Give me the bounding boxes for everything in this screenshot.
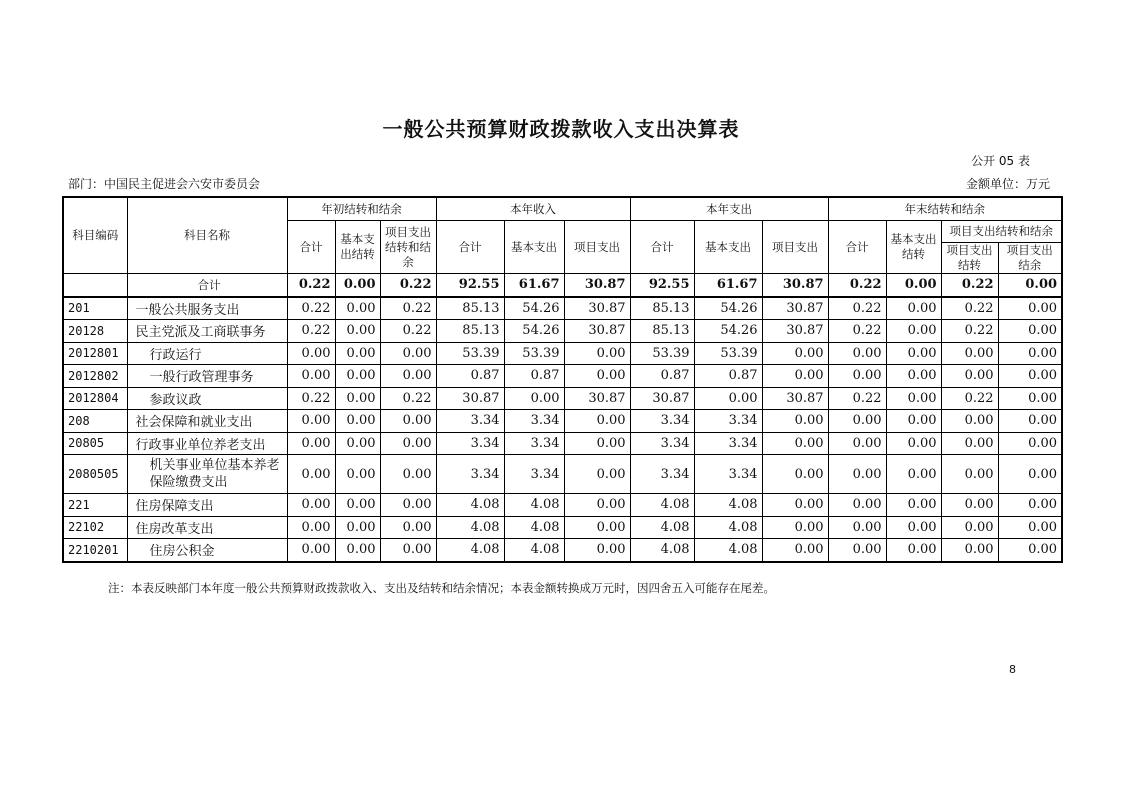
value-cell: 4.08: [630, 539, 694, 562]
table-row: [63, 342, 1062, 365]
value-cell: 0.00: [335, 410, 380, 433]
value-cell: 3.34: [436, 410, 504, 433]
value-cell: 0.00: [998, 274, 1062, 297]
value-cell: 0.00: [998, 432, 1062, 455]
value-cell: 0.22: [380, 320, 436, 343]
value-cell: 3.34: [436, 455, 504, 494]
value-cell: 0.00: [287, 539, 335, 562]
header-end-total: 合计: [828, 221, 886, 274]
table-row: [63, 297, 1062, 320]
value-cell: 0.22: [287, 320, 335, 343]
value-cell: 30.87: [762, 297, 828, 320]
value-cell: 3.34: [694, 410, 762, 433]
value-cell: 30.87: [564, 274, 630, 297]
value-cell: 54.26: [694, 297, 762, 320]
value-cell: 3.34: [504, 455, 564, 494]
value-cell: 0.00: [762, 455, 828, 494]
value-cell: 30.87: [762, 274, 828, 297]
value-cell: 0.00: [564, 410, 630, 433]
value-cell: 0.00: [886, 494, 941, 517]
value-cell: 3.34: [504, 432, 564, 455]
value-cell: 0.00: [886, 387, 941, 410]
subject-code: 20805: [63, 432, 127, 455]
value-cell: 3.34: [694, 455, 762, 494]
value-cell: 0.00: [998, 320, 1062, 343]
total-label: 合计: [127, 274, 287, 297]
value-cell: 0.00: [335, 455, 380, 494]
value-cell: 0.22: [287, 297, 335, 320]
amount-unit-label: 金额单位：万元: [965, 177, 1050, 191]
header-begin-balance: 年初结转和结余: [287, 197, 436, 221]
value-cell: 0.00: [998, 297, 1062, 320]
value-cell: 0.00: [335, 320, 380, 343]
value-cell: 0.00: [941, 494, 998, 517]
header-end-project-surplus: 项目支出结余: [998, 243, 1062, 274]
subject-name: 机关事业单位基本养老保险缴费支出: [127, 455, 287, 494]
subject-code: 221: [63, 494, 127, 517]
value-cell: 0.00: [886, 365, 941, 388]
subject-name: 一般公共服务支出: [127, 297, 287, 320]
value-cell: 0.00: [941, 516, 998, 539]
value-cell: 30.87: [762, 387, 828, 410]
value-cell: 0.87: [504, 365, 564, 388]
form-number: 公开 05 表: [971, 154, 1030, 168]
value-cell: 0.00: [287, 455, 335, 494]
value-cell: 0.00: [380, 455, 436, 494]
value-cell: 0.00: [335, 274, 380, 297]
value-cell: 0.00: [335, 539, 380, 562]
value-cell: 0.87: [630, 365, 694, 388]
table-row-total: [63, 274, 1062, 297]
value-cell: 0.00: [287, 516, 335, 539]
value-cell: 0.00: [886, 410, 941, 433]
subject-code: 208: [63, 410, 127, 433]
value-cell: 0.00: [564, 516, 630, 539]
value-cell: 0.87: [694, 365, 762, 388]
value-cell: 0.00: [998, 455, 1062, 494]
value-cell: 0.00: [998, 494, 1062, 517]
value-cell: 0.00: [287, 365, 335, 388]
subject-name: 住房公积金: [127, 539, 287, 562]
header-begin-project: 项目支出结转和结余: [380, 221, 436, 274]
header-income-basic: 基本支出: [504, 221, 564, 274]
value-cell: 0.00: [762, 410, 828, 433]
value-cell: 0.00: [335, 387, 380, 410]
value-cell: 85.13: [630, 297, 694, 320]
value-cell: 4.08: [504, 494, 564, 517]
value-cell: 61.67: [504, 274, 564, 297]
value-cell: 3.34: [630, 432, 694, 455]
value-cell: 0.22: [941, 274, 998, 297]
table-row: [63, 365, 1062, 388]
page-number: 8: [1009, 663, 1016, 676]
value-cell: 61.67: [694, 274, 762, 297]
value-cell: 4.08: [436, 539, 504, 562]
header-expense-project: 项目支出: [762, 221, 828, 274]
value-cell: 0.00: [380, 516, 436, 539]
value-cell: 0.00: [335, 494, 380, 517]
subject-code: 2080505: [63, 455, 127, 494]
value-cell: 0.00: [828, 342, 886, 365]
subject-code: 2012802: [63, 365, 127, 388]
value-cell: 0.87: [436, 365, 504, 388]
value-cell: 0.22: [941, 387, 998, 410]
value-cell: 30.87: [564, 387, 630, 410]
value-cell: 0.00: [828, 365, 886, 388]
value-cell: 0.00: [564, 455, 630, 494]
value-cell: 30.87: [762, 320, 828, 343]
value-cell: 4.08: [436, 516, 504, 539]
value-cell: 3.34: [630, 410, 694, 433]
table-row: [63, 320, 1062, 343]
value-cell: 30.87: [630, 387, 694, 410]
value-cell: 4.08: [630, 516, 694, 539]
value-cell: 3.34: [694, 432, 762, 455]
value-cell: 0.00: [886, 297, 941, 320]
value-cell: 85.13: [436, 297, 504, 320]
value-cell: 0.00: [762, 494, 828, 517]
value-cell: 3.34: [630, 455, 694, 494]
header-income-project: 项目支出: [564, 221, 630, 274]
value-cell: 0.00: [287, 432, 335, 455]
value-cell: 0.22: [828, 274, 886, 297]
value-cell: 0.00: [335, 365, 380, 388]
header-income: 本年收入: [436, 197, 630, 221]
header-begin-total: 合计: [287, 221, 335, 274]
header-expense-basic: 基本支出: [694, 221, 762, 274]
subject-name: 住房保障支出: [127, 494, 287, 517]
value-cell: 0.00: [886, 455, 941, 494]
subject-code: 201: [63, 297, 127, 320]
subject-code: 2210201: [63, 539, 127, 562]
header-end-project-transfer: 项目支出结转: [941, 243, 998, 274]
value-cell: 0.00: [287, 342, 335, 365]
value-cell: 0.00: [886, 342, 941, 365]
table-row: [63, 494, 1062, 517]
page-title: 一般公共预算财政拨款收入支出决算表: [382, 117, 740, 141]
value-cell: 0.00: [886, 432, 941, 455]
table-row: [63, 387, 1062, 410]
subject-name: 民主党派及工商联事务: [127, 320, 287, 343]
value-cell: 0.00: [564, 494, 630, 517]
value-cell: 4.08: [694, 494, 762, 517]
value-cell: 0.00: [941, 410, 998, 433]
table-row: [63, 432, 1062, 455]
subject-name: 一般行政管理事务: [127, 365, 287, 388]
value-cell: 3.34: [504, 410, 564, 433]
table-row: [63, 455, 1062, 494]
value-cell: 53.39: [630, 342, 694, 365]
value-cell: 0.00: [886, 274, 941, 297]
value-cell: 53.39: [436, 342, 504, 365]
header-begin-basic: 基本支出结转: [335, 221, 380, 274]
header-income-total: 合计: [436, 221, 504, 274]
value-cell: 53.39: [504, 342, 564, 365]
value-cell: 3.34: [436, 432, 504, 455]
subject-code: 2012804: [63, 387, 127, 410]
value-cell: 0.00: [694, 387, 762, 410]
table-note: 注：本表反映部门本年度一般公共预算财政拨款收入、支出及结转和结余情况；本表金额转换成万元时，因四舍五入可能存在尾差。: [108, 581, 775, 595]
subject-name: 行政运行: [127, 342, 287, 365]
value-cell: 0.22: [941, 297, 998, 320]
value-cell: 0.00: [762, 342, 828, 365]
value-cell: 0.00: [762, 516, 828, 539]
value-cell: 0.00: [287, 410, 335, 433]
header-expense: 本年支出: [630, 197, 828, 221]
value-cell: 0.00: [564, 365, 630, 388]
value-cell: 0.00: [998, 410, 1062, 433]
value-cell: 0.00: [828, 516, 886, 539]
value-cell: 0.00: [762, 432, 828, 455]
value-cell: 0.00: [762, 365, 828, 388]
value-cell: 0.00: [941, 432, 998, 455]
subject-name: 社会保障和就业支出: [127, 410, 287, 433]
subject-code: 22102: [63, 516, 127, 539]
table-body: [63, 274, 1062, 562]
table-row: [63, 516, 1062, 539]
value-cell: 0.00: [335, 432, 380, 455]
value-cell: 0.00: [998, 387, 1062, 410]
department-label: 部门：中国民主促进会六安市委员会: [68, 177, 261, 191]
header-end-project-group: 项目支出结转和结余: [941, 221, 1062, 243]
value-cell: 4.08: [694, 539, 762, 562]
budget-table: [62, 196, 1063, 563]
value-cell: 0.00: [886, 539, 941, 562]
value-cell: 0.22: [380, 274, 436, 297]
value-cell: 0.00: [998, 365, 1062, 388]
value-cell: 0.22: [828, 387, 886, 410]
value-cell: 0.00: [287, 494, 335, 517]
value-cell: 0.00: [941, 455, 998, 494]
value-cell: 0.00: [828, 455, 886, 494]
value-cell: 54.26: [694, 320, 762, 343]
value-cell: 0.00: [998, 539, 1062, 562]
value-cell: 0.00: [941, 342, 998, 365]
value-cell: 0.00: [886, 516, 941, 539]
value-cell: 0.00: [380, 410, 436, 433]
value-cell: 0.00: [564, 342, 630, 365]
value-cell: 0.00: [828, 410, 886, 433]
value-cell: 0.00: [380, 539, 436, 562]
value-cell: 0.22: [287, 387, 335, 410]
value-cell: 4.08: [436, 494, 504, 517]
value-cell: 0.00: [335, 342, 380, 365]
value-cell: 4.08: [504, 516, 564, 539]
value-cell: 0.00: [380, 365, 436, 388]
value-cell: 0.22: [287, 274, 335, 297]
value-cell: 0.22: [380, 297, 436, 320]
subject-code: 20128: [63, 320, 127, 343]
header-end-basic: 基本支出结转: [886, 221, 941, 274]
total-code-cell: [63, 274, 127, 297]
table-row: [63, 539, 1062, 562]
value-cell: 0.00: [828, 432, 886, 455]
value-cell: 0.00: [380, 342, 436, 365]
value-cell: 0.00: [564, 539, 630, 562]
value-cell: 54.26: [504, 297, 564, 320]
value-cell: 0.00: [828, 494, 886, 517]
header-end-balance: 年末结转和结余: [828, 197, 1062, 221]
value-cell: 0.00: [335, 516, 380, 539]
value-cell: 54.26: [504, 320, 564, 343]
value-cell: 85.13: [630, 320, 694, 343]
value-cell: 30.87: [564, 297, 630, 320]
value-cell: 0.22: [828, 320, 886, 343]
value-cell: 0.00: [380, 432, 436, 455]
value-cell: 0.00: [998, 342, 1062, 365]
value-cell: 0.00: [564, 432, 630, 455]
subject-name: 参政议政: [127, 387, 287, 410]
value-cell: 0.00: [504, 387, 564, 410]
value-cell: 30.87: [564, 320, 630, 343]
value-cell: 0.00: [828, 539, 886, 562]
value-cell: 0.00: [941, 365, 998, 388]
value-cell: 85.13: [436, 320, 504, 343]
value-cell: 0.00: [380, 494, 436, 517]
header-name: 科目名称: [127, 197, 287, 274]
value-cell: 4.08: [694, 516, 762, 539]
header-expense-total: 合计: [630, 221, 694, 274]
value-cell: 92.55: [436, 274, 504, 297]
subject-name: 行政事业单位养老支出: [127, 432, 287, 455]
value-cell: 0.00: [886, 320, 941, 343]
table-row: [63, 410, 1062, 433]
value-cell: 0.00: [762, 539, 828, 562]
value-cell: 53.39: [694, 342, 762, 365]
value-cell: 0.00: [998, 516, 1062, 539]
value-cell: 30.87: [436, 387, 504, 410]
subject-code: 2012801: [63, 342, 127, 365]
header-code: 科目编码: [63, 197, 127, 274]
value-cell: 0.22: [380, 387, 436, 410]
value-cell: 4.08: [630, 494, 694, 517]
value-cell: 92.55: [630, 274, 694, 297]
value-cell: 0.00: [335, 297, 380, 320]
value-cell: 0.22: [828, 297, 886, 320]
value-cell: 0.22: [941, 320, 998, 343]
value-cell: 4.08: [504, 539, 564, 562]
subject-name: 住房改革支出: [127, 516, 287, 539]
value-cell: 0.00: [941, 539, 998, 562]
